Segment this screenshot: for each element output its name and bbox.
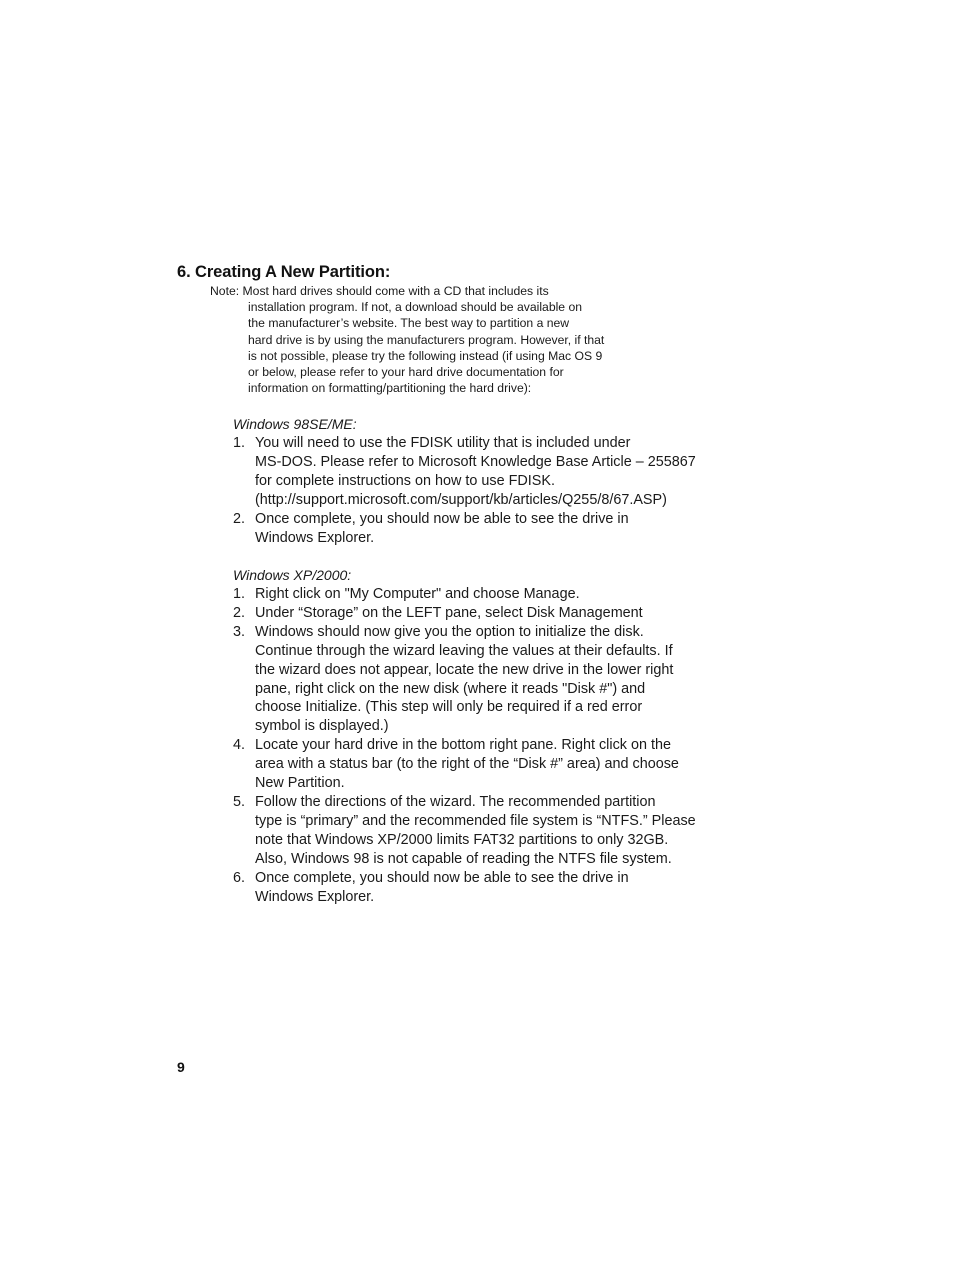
page-number: 9: [177, 1059, 185, 1075]
item-number: 2.: [233, 510, 246, 527]
item-line: note that Windows XP/2000 limits FAT32 partitions to only 32GB.: [255, 831, 669, 848]
note-line: the manufacturer’s website. The best way to partition a new: [248, 316, 570, 331]
item-line: Right click on "My Computer" and choose Manage.: [255, 586, 580, 602]
note-line: information on formatting/partitioning the hard drive):: [248, 381, 532, 396]
item-number: 5.: [233, 793, 246, 810]
item-line: choose Initialize. (This step will only be required if a red error: [255, 699, 643, 716]
item-line: Windows should now give you the option to initialize the disk.: [255, 623, 644, 640]
note-line: installation program. If not, a download should be available on: [248, 300, 583, 315]
item-number: 1.: [233, 586, 246, 602]
note-block: [210, 283, 630, 396]
list-item: [233, 793, 713, 869]
item-line: Windows Explorer.: [255, 888, 375, 905]
steps-list-win98: [233, 434, 713, 547]
item-line: Once complete, you should now be able to see the drive in: [255, 869, 629, 886]
item-line: symbol is displayed.): [255, 718, 389, 735]
item-number: 2.: [233, 604, 246, 621]
item-number: 1.: [233, 435, 246, 451]
list-item: [233, 510, 713, 548]
item-line: area with a status bar (to the right of the “Disk #” area) and choose: [255, 756, 679, 773]
item-number: 3.: [233, 623, 246, 640]
list-item: [233, 623, 713, 736]
list-item: [233, 434, 713, 510]
section-title-win98: Windows 98SE/ME:: [233, 416, 357, 432]
item-line: New Partition.: [255, 775, 345, 792]
note-line: is not possible, please try the following instead (if using Mac OS 9: [248, 348, 603, 363]
list-item: [233, 736, 713, 793]
item-number: 4.: [233, 737, 246, 754]
item-line: Follow the directions of the wizard. The recommended partition: [255, 793, 656, 810]
item-line: Locate your hard drive in the bottom right pane. Right click on the: [255, 737, 671, 754]
item-line: Continue through the wizard leaving the values at their defaults. If: [255, 642, 673, 659]
list-item: [233, 869, 713, 907]
section-title-winxp: Windows XP/2000:: [233, 567, 352, 583]
item-line: the wizard does not appear, locate the new drive in the lower right: [255, 661, 674, 678]
item-line: (http://support.microsoft.com/support/kb/articles/Q255/8/67.ASP): [255, 491, 667, 508]
item-line: Windows Explorer.: [255, 529, 375, 546]
item-line: Under “Storage” on the LEFT pane, select Disk Management: [255, 604, 643, 621]
note-line: Note: Most hard drives should come with a CD that includes its: [210, 284, 549, 298]
item-line: Also, Windows 98 is not capable of reading the NTFS file system.: [255, 850, 672, 867]
item-line: pane, right click on the new disk (where it reads "Disk #") and: [255, 680, 646, 697]
section-heading: 6. Creating A New Partition:: [177, 263, 391, 281]
list-item: [233, 604, 713, 623]
note-line: hard drive is by using the manufacturers program. However, if that: [248, 332, 605, 347]
item-number: 6.: [233, 869, 246, 886]
note-line: or below, please refer to your hard drive documentation for: [248, 365, 564, 380]
item-line: You will need to use the FDISK utility that is included under: [255, 435, 631, 451]
item-line: for complete instructions on how to use FDISK.: [255, 472, 555, 489]
item-line: Once complete, you should now be able to see the drive in: [255, 510, 629, 527]
item-line: type is “primary” and the recommended file system is “NTFS.” Please: [255, 812, 696, 829]
steps-list-winxp: [233, 585, 713, 906]
item-line: MS-DOS. Please refer to Microsoft Knowledge Base Article – 255867: [255, 453, 696, 470]
list-item: [233, 585, 713, 604]
